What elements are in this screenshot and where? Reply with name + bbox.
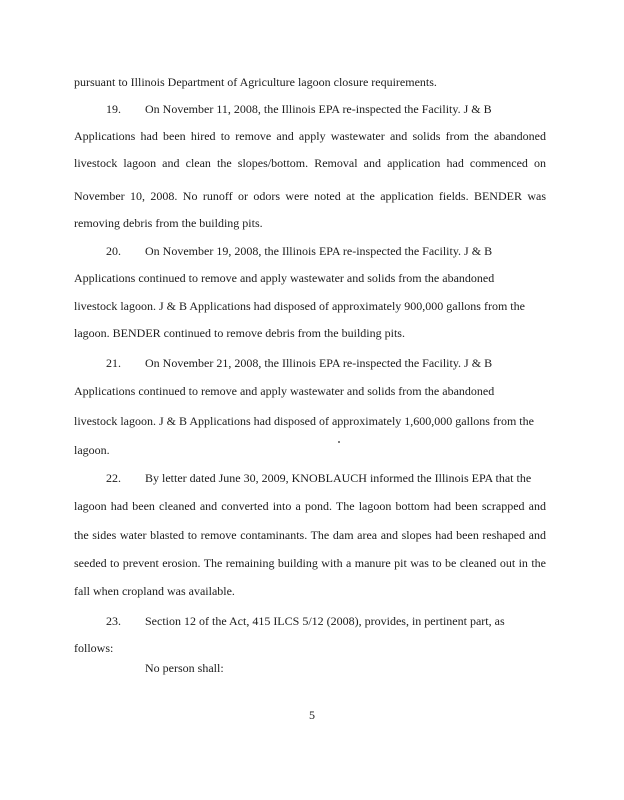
paragraph-first-line: Section 12 of the Act, 415 ILCS 5/12 (2008), provides, in pertinent part, as	[145, 614, 505, 628]
text-line: pursuant to Illinois Department of Agriculture lagoon closure requirements.	[74, 75, 437, 89]
paragraph-number: 20.	[106, 244, 121, 258]
block-quote: No person shall:	[145, 661, 224, 675]
scan-speck	[338, 441, 340, 443]
text-line: Applications continued to remove and apply wastewater and solids from the abandoned	[74, 384, 495, 398]
text-line: the sides water blasted to remove contaminants. The dam area and slopes had been reshaped and	[74, 528, 546, 542]
text-line: livestock lagoon. J & B Applications had disposed of approximately 900,000 gallons from the	[74, 299, 525, 313]
paragraph-number: 22.	[106, 471, 121, 485]
text-line: Applications continued to remove and apply wastewater and solids from the abandoned	[74, 271, 495, 285]
paragraph-number: 21.	[106, 356, 121, 370]
text-line: seeded to prevent erosion. The remaining building with a manure pit was to be cleaned out in the	[74, 556, 546, 570]
paragraph-number: 19.	[106, 102, 121, 116]
page-number: 5	[309, 708, 315, 722]
paragraph-first-line: On November 19, 2008, the Illinois EPA re-inspected the Facility. J & B	[145, 244, 493, 258]
text-line: follows:	[74, 641, 114, 655]
paragraph-first-line: By letter dated June 30, 2009, KNOBLAUCH informed the Illinois EPA that the	[145, 471, 532, 485]
text-line: Applications had been hired to remove and apply wastewater and solids from the abandoned	[74, 129, 546, 143]
text-line: November 10, 2008. No runoff or odors were noted at the application fields. BENDER was	[74, 189, 546, 203]
text-line: livestock lagoon and clean the slopes/bottom. Removal and application had commenced on	[74, 156, 546, 170]
text-line: lagoon.	[74, 443, 110, 457]
text-line: removing debris from the building pits.	[74, 216, 263, 230]
paragraph-number: 23.	[106, 614, 121, 628]
paragraph-first-line: On November 11, 2008, the Illinois EPA re-inspected the Facility. J & B	[145, 102, 492, 116]
text-line: lagoon had been cleaned and converted into a pond. The lagoon bottom had been scrapped and	[74, 499, 546, 513]
text-line: fall when cropland was available.	[74, 584, 235, 598]
paragraph-first-line: On November 21, 2008, the Illinois EPA re-inspected the Facility. J & B	[145, 356, 493, 370]
text-line: livestock lagoon. J & B Applications had disposed of approximately 1,600,000 gallons from the	[74, 414, 534, 428]
text-line: lagoon. BENDER continued to remove debris from the building pits.	[74, 326, 405, 340]
